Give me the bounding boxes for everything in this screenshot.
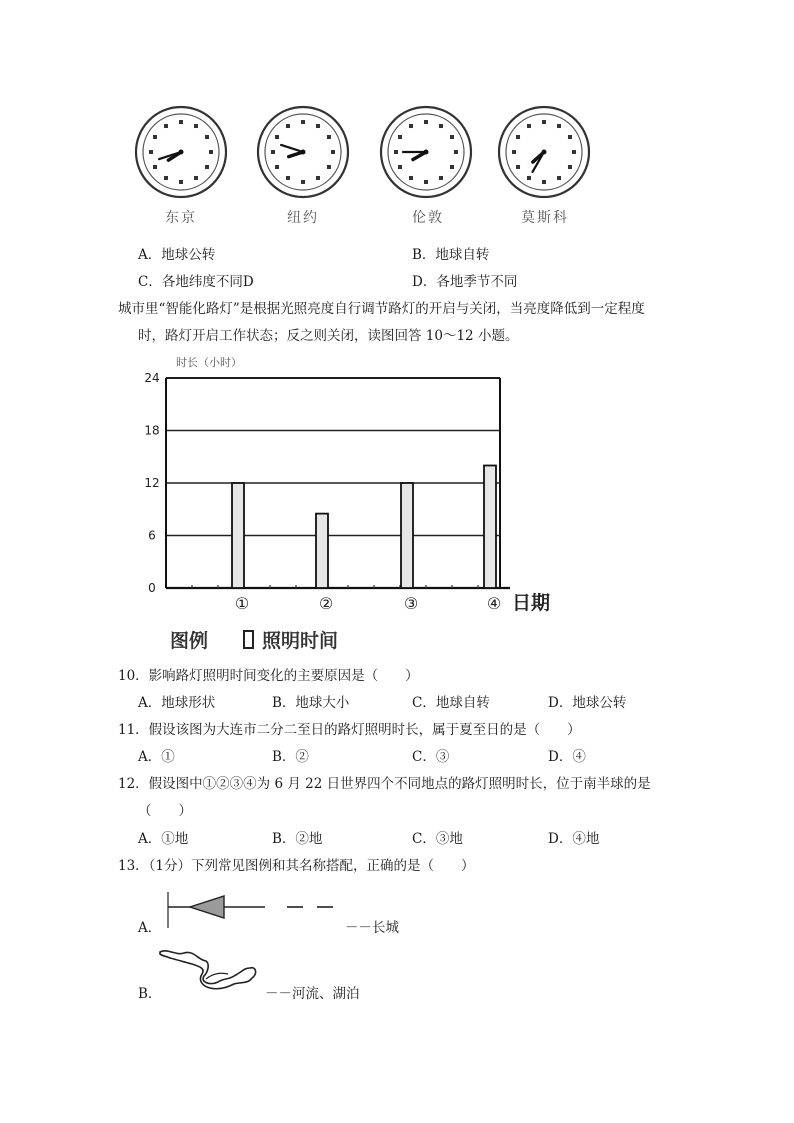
bar [232, 483, 244, 588]
clock-face [136, 107, 226, 197]
clock-hour-mark [301, 120, 305, 124]
q10-option-d[interactable]: D．地球公转 [548, 695, 627, 711]
clock-hour-mark [209, 150, 213, 154]
bar [401, 483, 413, 588]
clock-hour-mark [149, 150, 153, 154]
clock-hour-mark [194, 124, 198, 128]
clock-hour-mark [164, 124, 168, 128]
clock-face [381, 107, 471, 197]
clock-hour-mark [194, 176, 198, 180]
clock-hour-mark [394, 150, 398, 154]
legend-swatch [244, 631, 253, 648]
clock-hour-mark [512, 150, 516, 154]
x-axis-title: 日期 [512, 592, 551, 614]
q9-option-a[interactable]: A．地球公转 [138, 247, 216, 263]
intro-line-1: 城市里“智能化路灯”是根据光照亮度自行调节路灯的开启与关闭，当亮度降低到一定程度 [118, 301, 645, 317]
x-tick-label: ② [318, 594, 334, 613]
legend-label: 照明时间 [262, 630, 339, 652]
clock-hour-mark [286, 176, 290, 180]
clock-face [499, 107, 589, 197]
q13-option-b-letter[interactable]: B． [138, 986, 162, 1002]
clock-hour-mark [275, 165, 279, 169]
clock-hour-mark [542, 120, 546, 124]
q11-option-c[interactable]: C．③ [412, 749, 450, 765]
q11-option-a[interactable]: A．① [138, 749, 175, 765]
clock-hour-mark [450, 165, 454, 169]
legend-title: 图例 [170, 630, 209, 652]
clock-hour-mark [205, 165, 209, 169]
clock-center-pin [542, 150, 547, 155]
clock-center-pin [424, 150, 429, 155]
clock-hour-mark [179, 120, 183, 124]
clock-hour-mark [153, 165, 157, 169]
clock-hour-mark [439, 176, 443, 180]
great-wall-symbol [160, 890, 350, 930]
q10-option-c[interactable]: C．地球自转 [412, 695, 490, 711]
q13-option-a-label: －－长城 [345, 920, 399, 936]
y-tick-label: 18 [144, 423, 160, 438]
q10-stem: 10．影响路灯照明时间变化的主要原因是（ ） [118, 668, 419, 684]
y-tick-label: 12 [144, 476, 160, 490]
clock-hour-mark [301, 180, 305, 184]
clocks-svg [0, 0, 794, 240]
clock-hour-mark [527, 176, 531, 180]
clock-hour-mark [572, 150, 576, 154]
y-tick-label: 0 [148, 581, 156, 595]
clock-hour-mark [327, 165, 331, 169]
clock-hour-mark [398, 135, 402, 139]
y-axis-title: 时长（小时） [176, 356, 242, 369]
q12-stem-continued: （ ） [138, 803, 192, 819]
x-tick-label: ① [234, 594, 250, 613]
intro-line-2: 时，路灯开启工作状态；反之则关闭，读图回答 10～12 小题。 [138, 328, 519, 344]
clock-hour-mark [568, 165, 572, 169]
q12-option-d[interactable]: D．④地 [548, 831, 600, 847]
q12-option-a[interactable]: A．①地 [138, 831, 189, 847]
q13-stem: 13．（1分）下列常见图例和其名称搭配，正确的是（ ） [118, 858, 475, 874]
q9-option-c[interactable]: C．各地纬度不同D [138, 274, 254, 290]
clock-hour-mark [409, 176, 413, 180]
clock-hour-mark [327, 135, 331, 139]
clock-hour-mark [424, 180, 428, 184]
q12-stem: 12．假设图中①②③④为 6 月 22 日世界四个不同地点的路灯照明时长，位于南半球的是 [118, 776, 651, 792]
q11-option-b[interactable]: B．② [272, 749, 309, 765]
clock-hour-mark [275, 135, 279, 139]
q13-option-b-label: －－河流、湖泊 [265, 986, 360, 1002]
clock-hour-mark [568, 135, 572, 139]
clock-hour-mark [271, 150, 275, 154]
clock-label-moscow: 莫斯科 [521, 210, 569, 226]
clock-hour-mark [439, 124, 443, 128]
clock-hour-mark [398, 165, 402, 169]
q11-stem: 11．假设该图为大连市二分二至日的路灯照明时长，属于夏至日的是（ ） [118, 722, 581, 738]
clock-label-tokyo: 东京 [165, 210, 197, 226]
clock-hour-mark [527, 124, 531, 128]
clock-hour-mark [316, 176, 320, 180]
x-tick-label: ④ [486, 594, 502, 613]
y-tick-label: 24 [144, 371, 160, 385]
river-lake-symbol [158, 944, 268, 999]
q10-option-a[interactable]: A．地球形状 [138, 695, 216, 711]
clock-center-pin [301, 150, 306, 155]
clock-hour-mark [557, 124, 561, 128]
q9-option-d[interactable]: D．各地季节不同 [412, 274, 518, 290]
clock-hour-mark [424, 120, 428, 124]
y-tick-label: 6 [148, 528, 156, 543]
lighting-chart [0, 345, 794, 655]
clock-hour-mark [179, 180, 183, 184]
q11-option-d[interactable]: D．④ [548, 749, 586, 765]
clock-hour-mark [164, 176, 168, 180]
clock-hour-mark [516, 165, 520, 169]
clock-hour-mark [454, 150, 458, 154]
q9-option-b[interactable]: B．地球自转 [412, 247, 490, 263]
clock-hour-mark [153, 135, 157, 139]
clock-hour-mark [331, 150, 335, 154]
x-tick-label: ③ [403, 594, 419, 613]
clock-hour-mark [516, 135, 520, 139]
clock-hour-mark [205, 135, 209, 139]
clock-hour-mark [316, 124, 320, 128]
clock-label-newyork: 纽约 [287, 210, 319, 226]
clock-hour-mark [409, 124, 413, 128]
clock-hour-mark [450, 135, 454, 139]
clock-hour-mark [557, 176, 561, 180]
q10-option-b[interactable]: B．地球大小 [272, 695, 350, 711]
clock-center-pin [179, 150, 184, 155]
clock-face [258, 107, 348, 197]
bar [316, 514, 328, 588]
clock-hour-mark [286, 124, 290, 128]
bar [484, 466, 496, 589]
q12-option-b[interactable]: B．②地 [272, 831, 323, 847]
q12-option-c[interactable]: C．③地 [412, 831, 463, 847]
clock-hour-mark [542, 180, 546, 184]
clock-label-london: 伦敦 [412, 210, 444, 226]
q13-option-a-letter[interactable]: A． [138, 920, 162, 936]
